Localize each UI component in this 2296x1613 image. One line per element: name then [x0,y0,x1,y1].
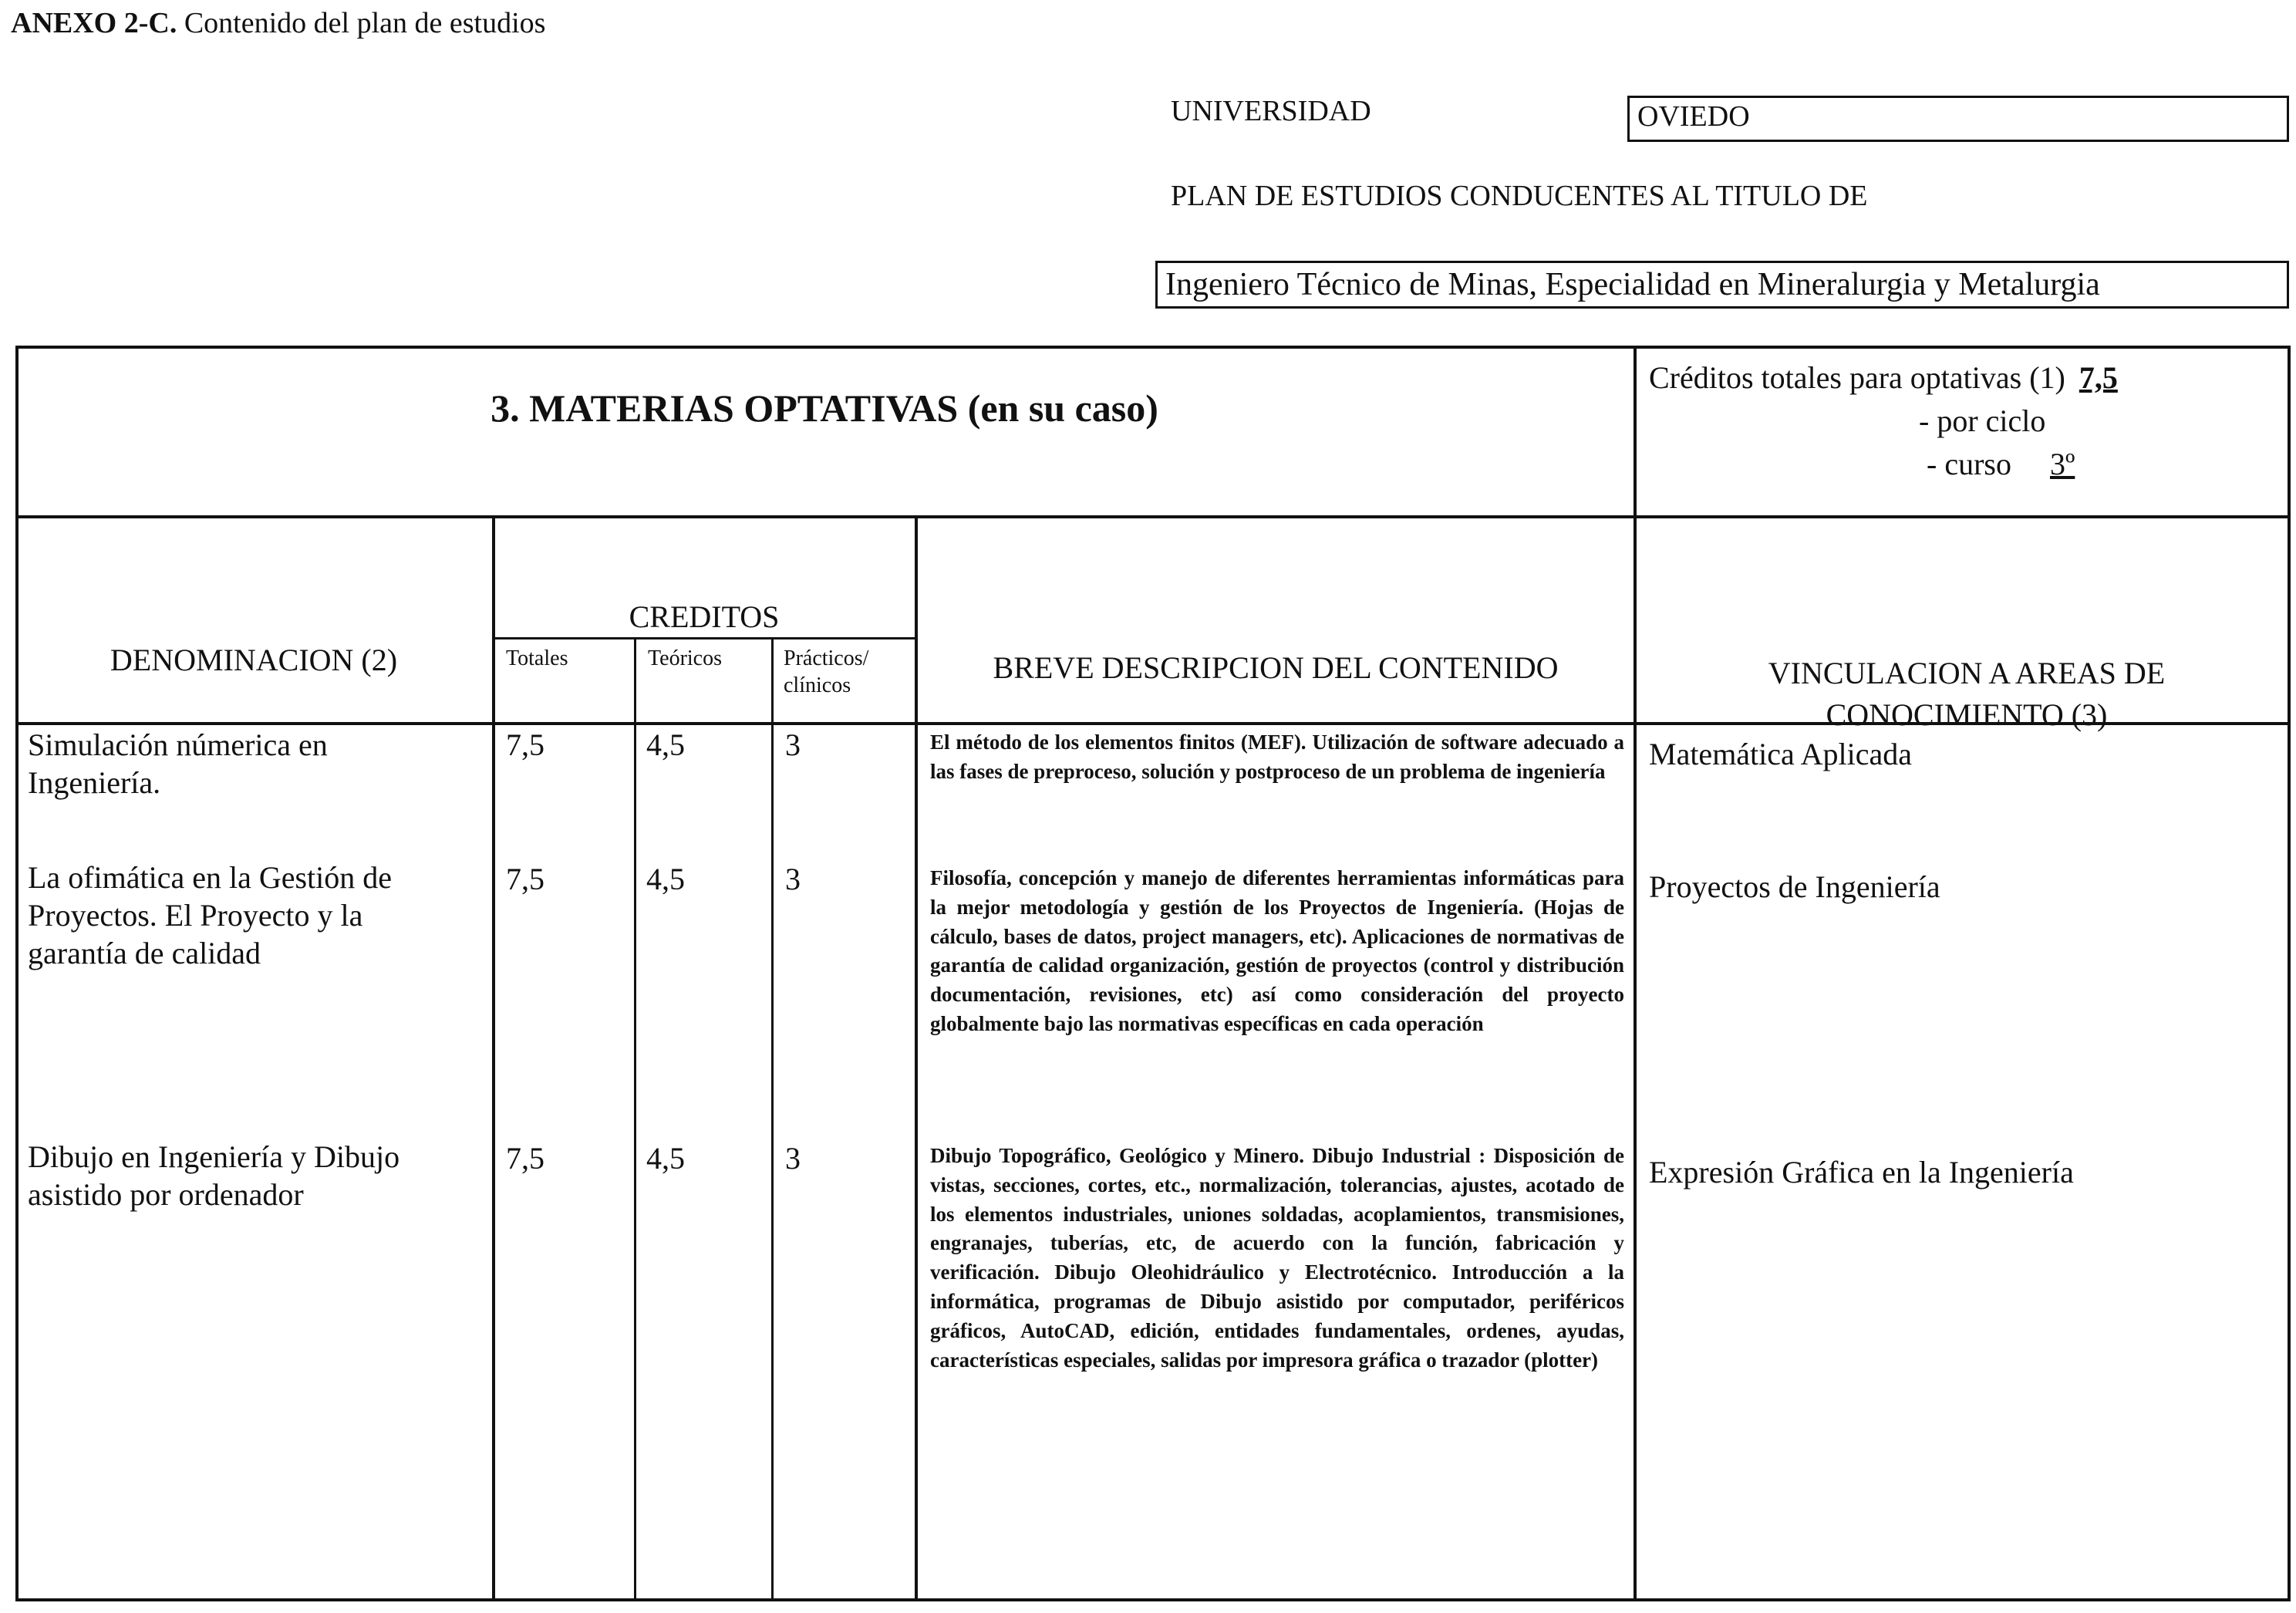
course-line [1649,443,2281,486]
credits-line [1649,356,2281,400]
header-creditos: CREDITOS [629,599,780,634]
header-descripcion: BREVE DESCRIPCION DEL CONTENIDO [993,650,1559,685]
row-3-area: Expresión Gráfica en la Ingeniería [1649,1155,2074,1190]
credits-label: Créditos totales para optativas (1) [1649,360,2065,395]
university-label: UNIVERSIDAD [1171,95,1371,127]
divider [15,515,2291,518]
row-3-teoricos: 4,5 [646,1141,685,1176]
row-2-practicos: 3 [785,862,801,896]
degree-field: Ingeniero Técnico de Minas, Especialidad en Mineralurgia y Metalurgia [1155,261,2289,309]
row-2-teoricos: 4,5 [646,862,685,896]
plan-label: PLAN DE ESTUDIOS CONDUCENTES AL TITULO DE [1171,180,1868,212]
header-vinculacion: VINCULACION A AREAS DE CONOCIMIENTO (3) [1768,656,2166,732]
university-field: OVIEDO [1627,96,2289,142]
row-1-totales: 7,5 [506,727,544,762]
annex-description: Contenido del plan de estudios [177,7,546,39]
divider [1633,346,1637,1601]
header-totales: Totales [506,646,568,670]
header-denominacion: DENOMINACION (2) [110,643,398,677]
row-3-totales: 7,5 [506,1141,544,1176]
row-3-practicos: 3 [785,1141,801,1176]
row-1-teoricos: 4,5 [646,727,685,762]
row-2-area: Proyectos de Ingeniería [1649,869,1940,904]
row-2-descripcion: Filosofía, concepción y manejo de diferentes herramientas informáticas para la mejor metodología y gestión de los Proyectos de Ingeniería. (Hojas de cálculo, bases de datos, project managers, etc). Aplicaciones de normativas de garantía de calidad organización, gestión de proyectos (control y distribución documentación, revisiones, etc) así como consideración del proyecto globalmente bajo las normativas específicas en cada operación [930,866,1624,1035]
row-2-totales: 7,5 [506,862,544,896]
divider [492,637,916,639]
divider [634,639,636,1601]
annex-heading [11,6,545,40]
course-label: - curso [1927,447,2011,481]
section-title: 3. MATERIAS OPTATIVAS (en su caso) [491,386,1158,430]
row-1-denominacion: Simulación númerica en Ingeniería. [28,727,328,800]
divider [492,517,495,1601]
header-teoricos: Teóricos [648,646,723,670]
optional-credits-summary [1649,356,2281,486]
row-1-area: Matemática Aplicada [1649,737,1912,771]
header-practicos: Prácticos/ clínicos [784,646,869,697]
course-value: 3º [2049,447,2075,481]
row-2-denominacion: La ofimática en la Gestión de Proyectos. El Proyecto y la garantía de calidad [28,860,393,970]
credits-value: 7,5 [2079,360,2118,395]
row-3-descripcion: Dibujo Topográfico, Geológico y Minero. Dibujo Industrial : Disposición de vistas, secciones, cortes, etc., normalización, tolerancias, ajustes, acotado de los elementos industriales, uniones soldadas, acoplamientos, transmisiones, engranajes, tuberías, etc, de acuerdo con la función, fabricación y verificación. Dibujo Oleohidráulico y Electrotécnico. Introducción a la informática, programas de Dibujo asistido por computador, periféricos gráficos, AutoCAD, edición, entidades fundamentales, ordenes, ayudas, características especiales, salidas por impresora gráfica o trazador (plotter) [930,1144,1624,1372]
annex-label: ANEXO 2-C. [11,7,177,39]
per-cycle: - por ciclo [1919,403,2046,438]
divider [771,639,774,1601]
row-1-descripcion: El método de los elementos finitos (MEF). Utilización de software adecuado a las fases de preproceso, solución y postproceso de un problema de ingeniería [930,731,1624,783]
row-1-practicos: 3 [785,727,801,762]
row-3-denominacion: Dibujo en Ingeniería y Dibujo asistido por ordenador [28,1139,400,1212]
